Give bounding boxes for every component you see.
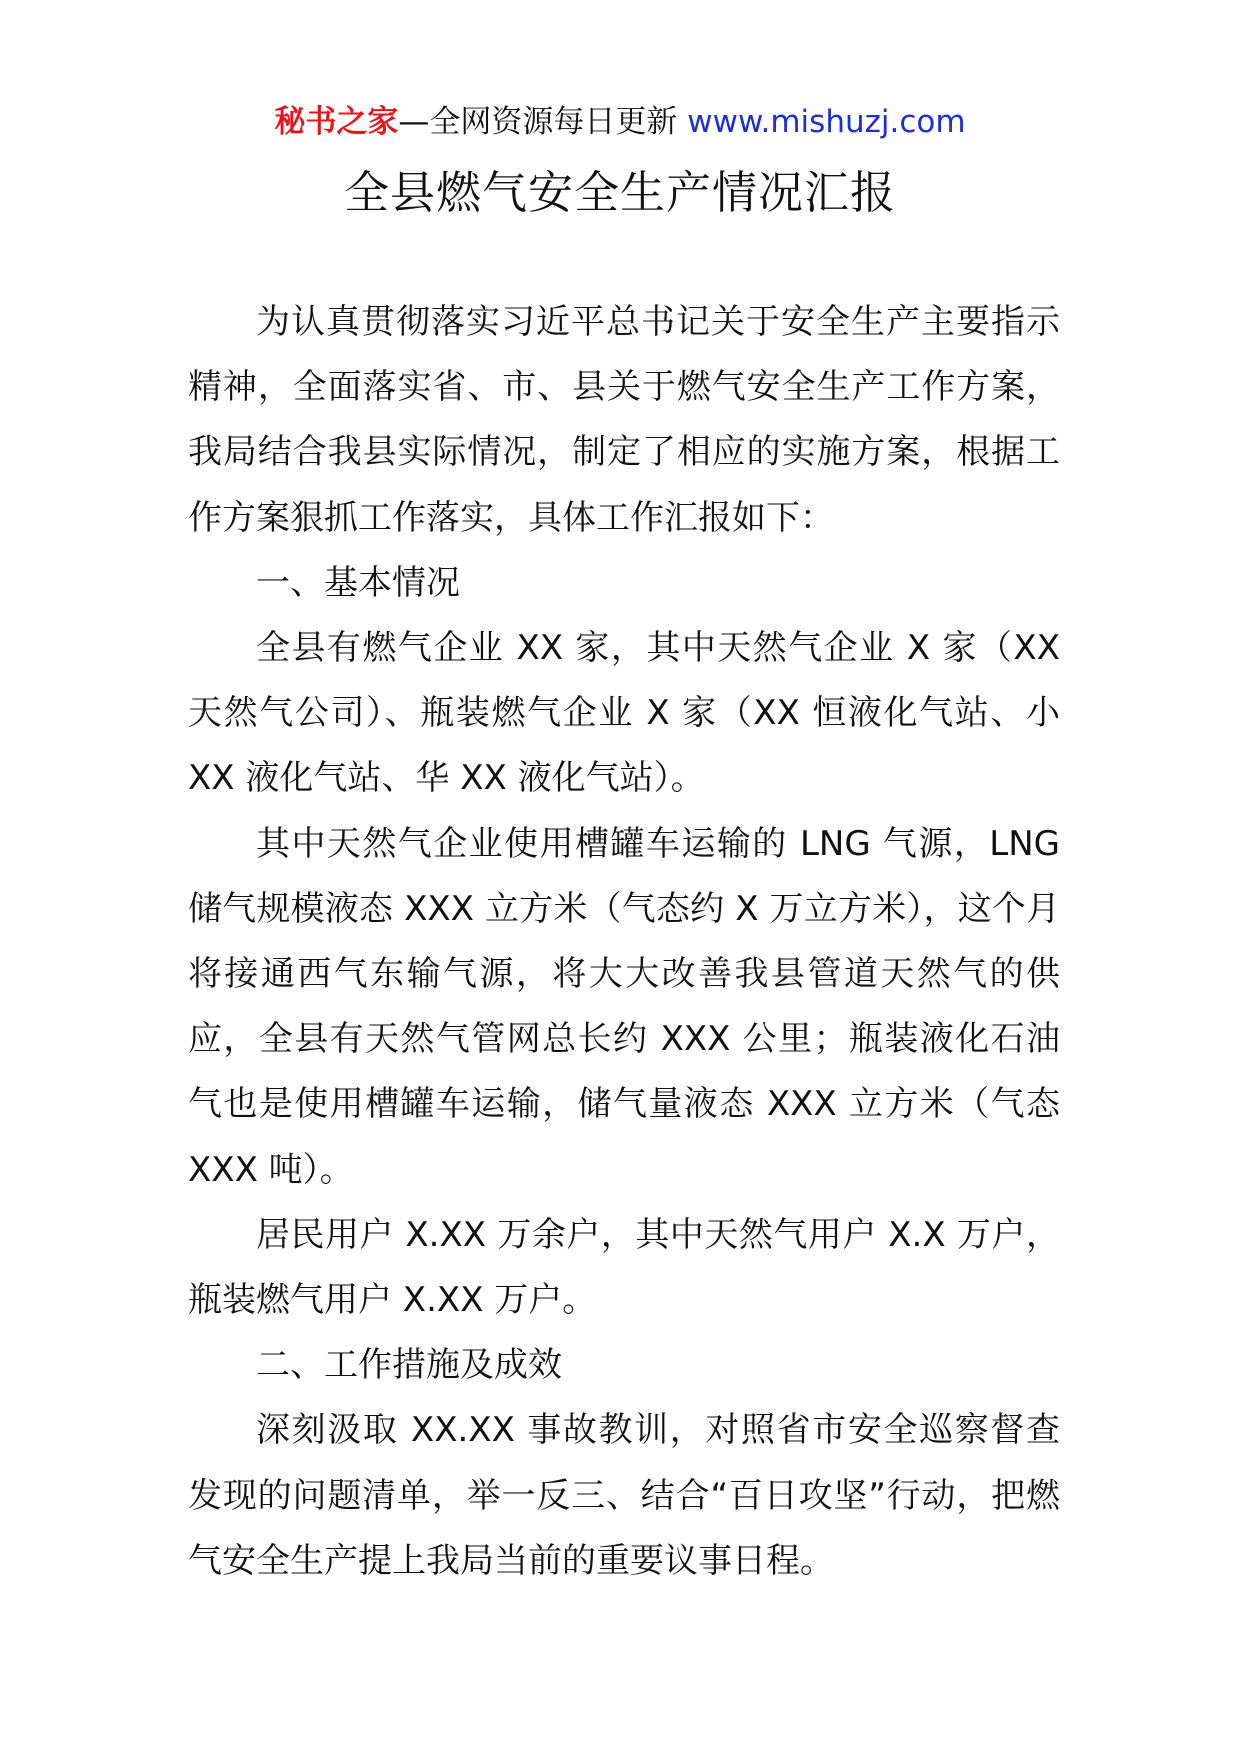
site-banner: [0, 102, 1240, 142]
enterprise-paragraph: 全县有燃气企业 XX 家，其中天然气企业 X 家（XX 天然气公司）、瓶装燃气企业 X 家（XX 恒液化气站、小 XX 液化气站、华 XX 液化气站）。: [188, 628, 1060, 799]
site-url-link[interactable]: www.mishuzj.com: [687, 104, 966, 140]
section-heading-basic: 一、基本情况: [256, 562, 460, 603]
document-title: 全县燃气安全生产情况汇报: [343, 166, 896, 219]
section-heading-measures: 二、工作措施及成效: [256, 1345, 562, 1386]
banner-tagline: —全网资源每日更新: [398, 104, 678, 140]
brand-name: 秘书之家: [274, 104, 399, 140]
document-body: [188, 290, 1060, 1594]
gas-source-paragraph: 其中天然气企业使用槽罐车运输的 LNG 气源，LNG 储气规模液态 XXX 立方米（气态约 X 万立方米），这个月将接通西气东输气源，将大大改善我县管道天然气的供应，全县有天然气管网总长约 XXX 公里；瓶装液化石油气也是使用槽罐车运输，储气量液态 XXX 立方米（气态 XXX 吨）。: [188, 823, 1060, 1190]
intro-paragraph: 为认真贯彻落实习近平总书记关于安全生产主要指示精神，全面落实省、市、县关于燃气安全生产工作方案，我局结合我县实际情况，制定了相应的实施方案，根据工作方案狠抓工作落实，具体工作汇报如下：: [188, 302, 1060, 538]
measures-paragraph: 深刻汲取 XX.XX 事故教训，对照省市安全巡察督查发现的问题清单，举一反三、结合“百日攻坚”行动，把燃气安全生产提上我局当前的重要议事日程。: [188, 1410, 1060, 1581]
users-paragraph: 居民用户 X.XX 万余户，其中天然气用户 X.X 万户，瓶装燃气用户 X.XX 万户。: [188, 1214, 1060, 1321]
